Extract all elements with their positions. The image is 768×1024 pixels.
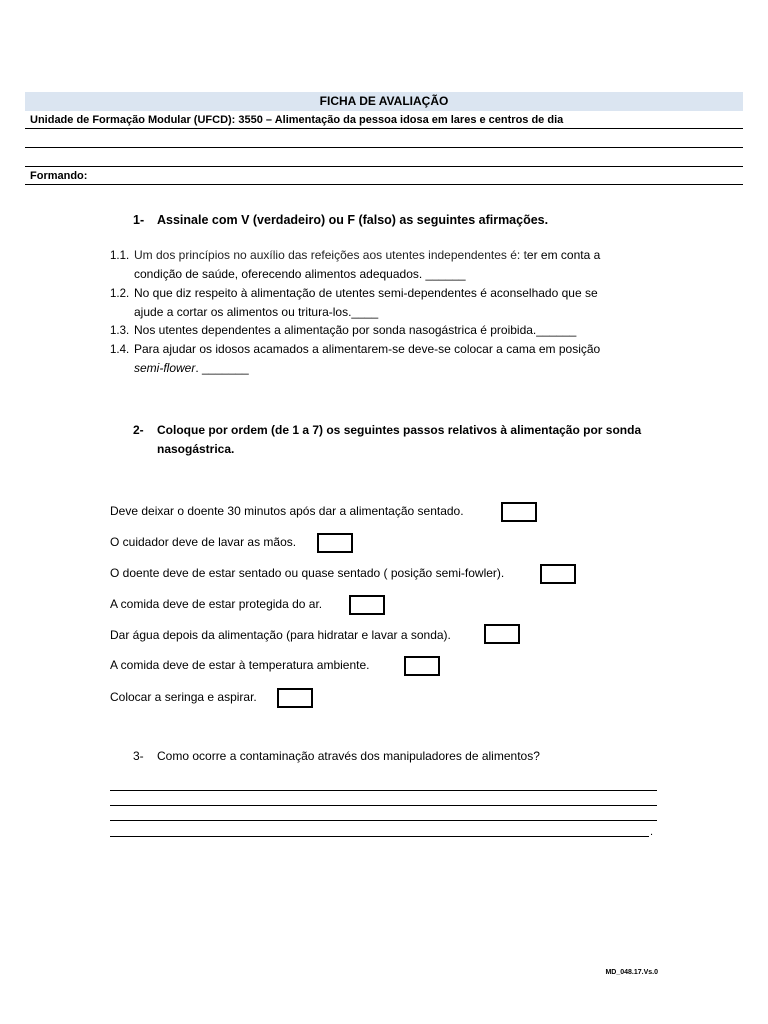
step-item: O doente deve de estar sentado ou quase sentado ( posição semi-fowler). <box>110 566 505 580</box>
statement-1-3: 1.3. Nos utentes dependentes a alimentação por sonda nasogástrica é proibida.______ <box>110 323 577 337</box>
question-1-number: 1- <box>133 213 145 227</box>
answer-line[interactable] <box>110 836 649 837</box>
question-2-heading <box>133 421 693 459</box>
step-item: Dar água depois da alimentação (para hidratar e lavar a sonda). <box>110 628 451 642</box>
form-title: FICHA DE AVALIAÇÃO <box>25 92 743 111</box>
statement-1-4: 1.4. Para ajudar os idosos acamados a alimentarem-se deve-se colocar a cama em posição semi-flower. _______ <box>110 342 601 375</box>
document-code: MD_048.17.Vs.0 <box>605 969 658 976</box>
order-input-box[interactable] <box>317 533 353 553</box>
answer-line[interactable] <box>110 820 657 821</box>
question-3-number: 3- <box>133 749 144 763</box>
question-1-text: Assinale com V (verdadeiro) ou F (falso) as seguintes afirmações. <box>157 213 549 227</box>
step-item: A comida deve de estar à temperatura ambiente. <box>110 658 370 672</box>
order-input-box[interactable] <box>349 595 385 615</box>
order-input-box[interactable] <box>484 624 520 644</box>
answer-line[interactable] <box>110 805 657 806</box>
divider <box>25 166 743 167</box>
question-3-text: Como ocorre a contaminação através dos manipuladores de alimentos? <box>157 749 540 763</box>
question-3-heading <box>133 749 540 763</box>
divider <box>25 184 743 185</box>
answer-line[interactable] <box>110 790 657 791</box>
step-item: Colocar a seringa e aspirar. <box>110 690 257 704</box>
divider <box>25 128 743 129</box>
question-1-heading <box>133 213 548 227</box>
order-input-box[interactable] <box>501 502 537 522</box>
divider <box>25 147 743 148</box>
question-2-number: 2- <box>133 423 144 437</box>
order-input-box[interactable] <box>277 688 313 708</box>
ufcd-line: Unidade de Formação Modular (UFCD): 3550 – Alimentação da pessoa idosa em lares e centros de dia <box>30 114 564 126</box>
step-item: A comida deve de estar protegida do ar. <box>110 597 323 611</box>
statement-1-2: 1.2. No que diz respeito à alimentação de utentes semi-dependentes é aconselhado que se ajude a cortar os alimentos ou tritura-los.____ <box>110 286 598 319</box>
order-input-box[interactable] <box>404 656 440 676</box>
answer-end-mark: . <box>650 826 654 838</box>
formando-label: Formando: <box>30 170 88 182</box>
order-input-box[interactable] <box>540 564 576 584</box>
statement-1-1: 1.1. Um dos princípios no auxílio das refeições aos utentes independentes é: ter em conta a condição de saúde, oferecendo alimentos adequados. ______ <box>110 248 601 281</box>
step-item: Deve deixar o doente 30 minutos após dar a alimentação sentado. <box>110 504 464 518</box>
step-item: O cuidador deve de lavar as mãos. <box>110 535 297 549</box>
question-2-line2: nasogástrica. <box>157 442 235 456</box>
question-2-line1: Coloque por ordem (de 1 a 7) os seguintes passos relativos à alimentação por sonda <box>157 423 642 437</box>
